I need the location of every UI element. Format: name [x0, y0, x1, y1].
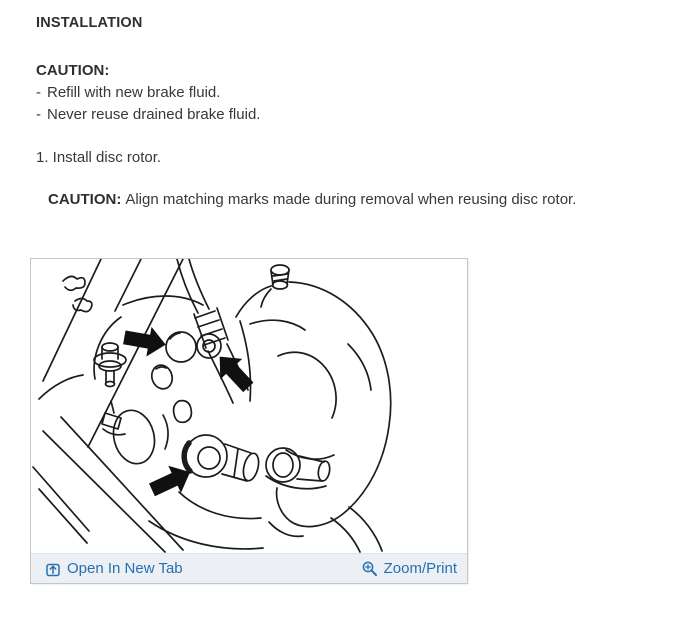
caution-heading: CAUTION:	[36, 62, 110, 79]
page-title: INSTALLATION	[36, 15, 143, 31]
bullet-dash: -	[36, 84, 41, 101]
figure-image-area	[31, 259, 467, 553]
step-caution-note	[48, 191, 576, 208]
caution-bullet-item	[36, 84, 220, 101]
caution-bullet-item	[36, 106, 260, 123]
caution-bullet-text: Never reuse drained brake fluid.	[47, 106, 261, 123]
note-text: Align matching marks made during removal when reusing disc rotor.	[125, 191, 577, 208]
open-in-new-tab-label: Open In New Tab	[67, 560, 183, 577]
magnifier-plus-icon	[361, 560, 378, 577]
figure-panel	[30, 258, 468, 584]
note-label: CAUTION:	[48, 191, 122, 208]
callout-arrow	[122, 323, 169, 360]
external-link-icon	[45, 561, 61, 577]
brake-caliper-illustration	[31, 259, 467, 553]
bullet-dash: -	[36, 106, 41, 123]
figure-footer-bar	[31, 553, 467, 583]
callout-arrow	[209, 346, 260, 397]
zoom-print-link[interactable]	[361, 560, 457, 577]
open-in-new-tab-link[interactable]	[45, 560, 183, 577]
step-item: 1. Install disc rotor.	[36, 149, 162, 166]
caution-bullet-text: Refill with new brake fluid.	[47, 84, 221, 101]
zoom-print-label: Zoom/Print	[383, 560, 457, 577]
